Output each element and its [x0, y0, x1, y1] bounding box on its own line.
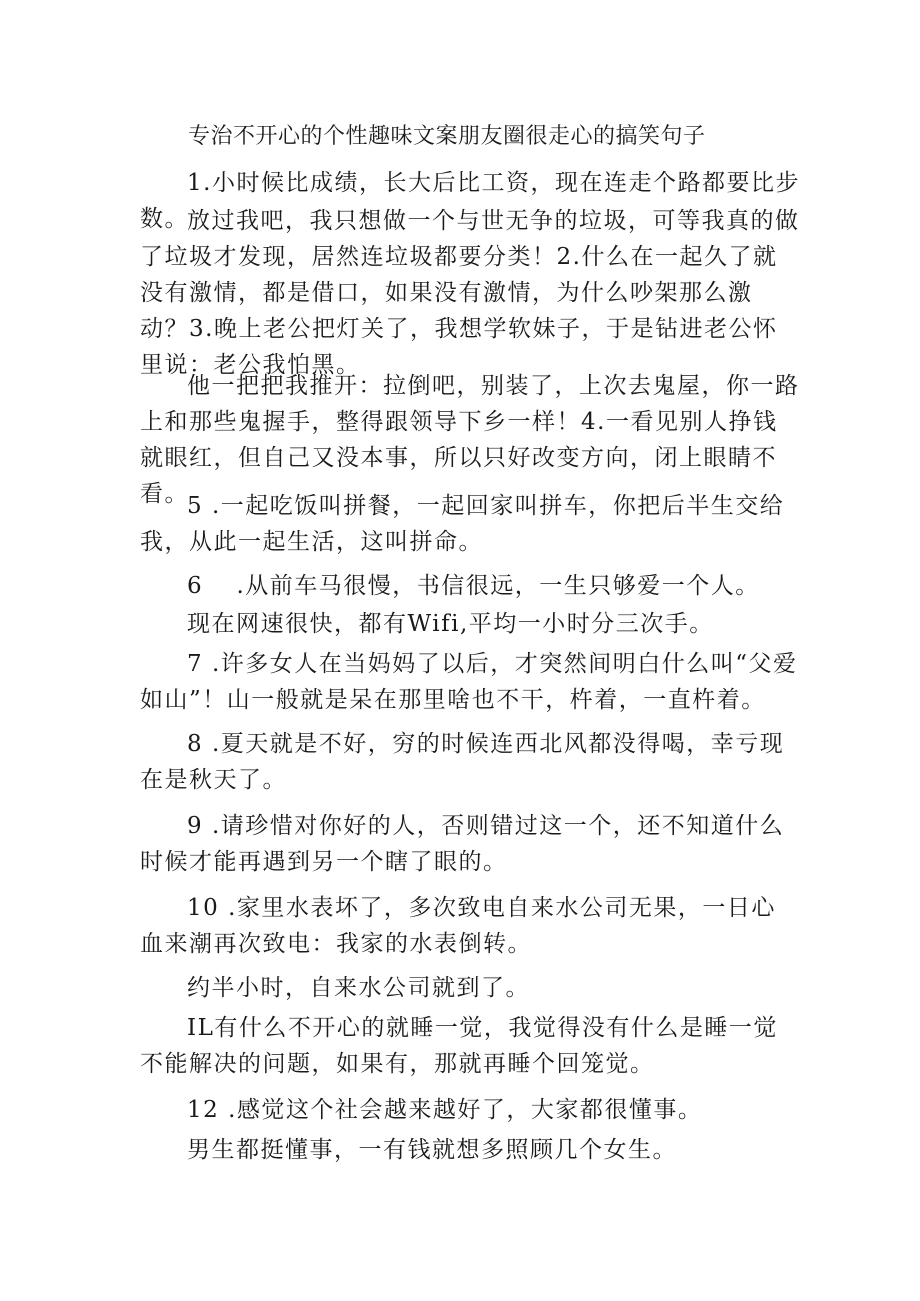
paragraph-12: IL有什么不开心的就睡一觉，我觉得没有什么是睡一觉不能解决的问题，如果有，那就再睡个回笼觉。 [140, 1015, 778, 1077]
paragraph-13: 12 .感觉这个社会越来越好了，大家都很懂事。 [187, 1097, 703, 1123]
paragraph-14: 男生都挺懂事，一有钱就想多照顾几个女生。 [187, 1137, 677, 1163]
paragraph-4: 5 .一起吃饭叫拼餐，一起回家叫拼车，你把后半生交给我，从此一起生活，这叫拼命。 [140, 493, 785, 555]
paragraph-5: 6 .从前车马很慢，书信很远，一生只够爱一个人。 [187, 573, 760, 599]
paragraph-9: 9 .请珍惜对你好的人，否则错过这一个，还不知道什么时候才能再遇到另一个瞎了眼的。 [140, 813, 785, 875]
paragraph-1: 1.小时候比成绩，长大后比工资，现在连走个路都要比步数。 [140, 170, 800, 232]
paragraph-3: 他一把把我推开：拉倒吧，别装了，上次去鬼屋，你一路上和那些鬼握手，整得跟领导下乡一样！4.一看见别人挣钱就眼红，但自己又没本事，所以只好改变方向，闭上眼睛不看。 [140, 373, 800, 507]
paragraph-7: 7 .许多女人在当妈妈了以后，才突然间明白什么叫“父爱如山”！山一般就是呆在那里啥也不干，杵着，一直杵着。 [140, 651, 798, 713]
paragraph-10: 10 .家里水表坏了，多次致电自来水公司无果，一日心血来潮再次致电：我家的水表倒转。 [140, 895, 776, 957]
paragraph-11: 约半小时，自来水公司就到了。 [187, 975, 530, 1001]
document-title: 专治不开心的个性趣味文案朋友圈很走心的搞笑句子 [188, 124, 706, 149]
paragraph-2: 放过我吧，我只想做一个与世无争的垃圾，可等我真的做了垃圾才发现，居然连垃圾都要分类！2.什么在一起久了就没有激情，都是借口，如果没有激情，为什么吵架那么激动？3.晚上老公把灯关了，我想学软妹子，于是钻进老公怀里说：老公我怕黑。 [140, 208, 800, 378]
paragraph-6: 现在网速很快，都有Wifi,平均一小时分三次手。 [187, 611, 714, 637]
paragraph-8: 8 .夏天就是不好，穷的时候连西北风都没得喝，幸亏现在是秋天了。 [140, 731, 785, 793]
